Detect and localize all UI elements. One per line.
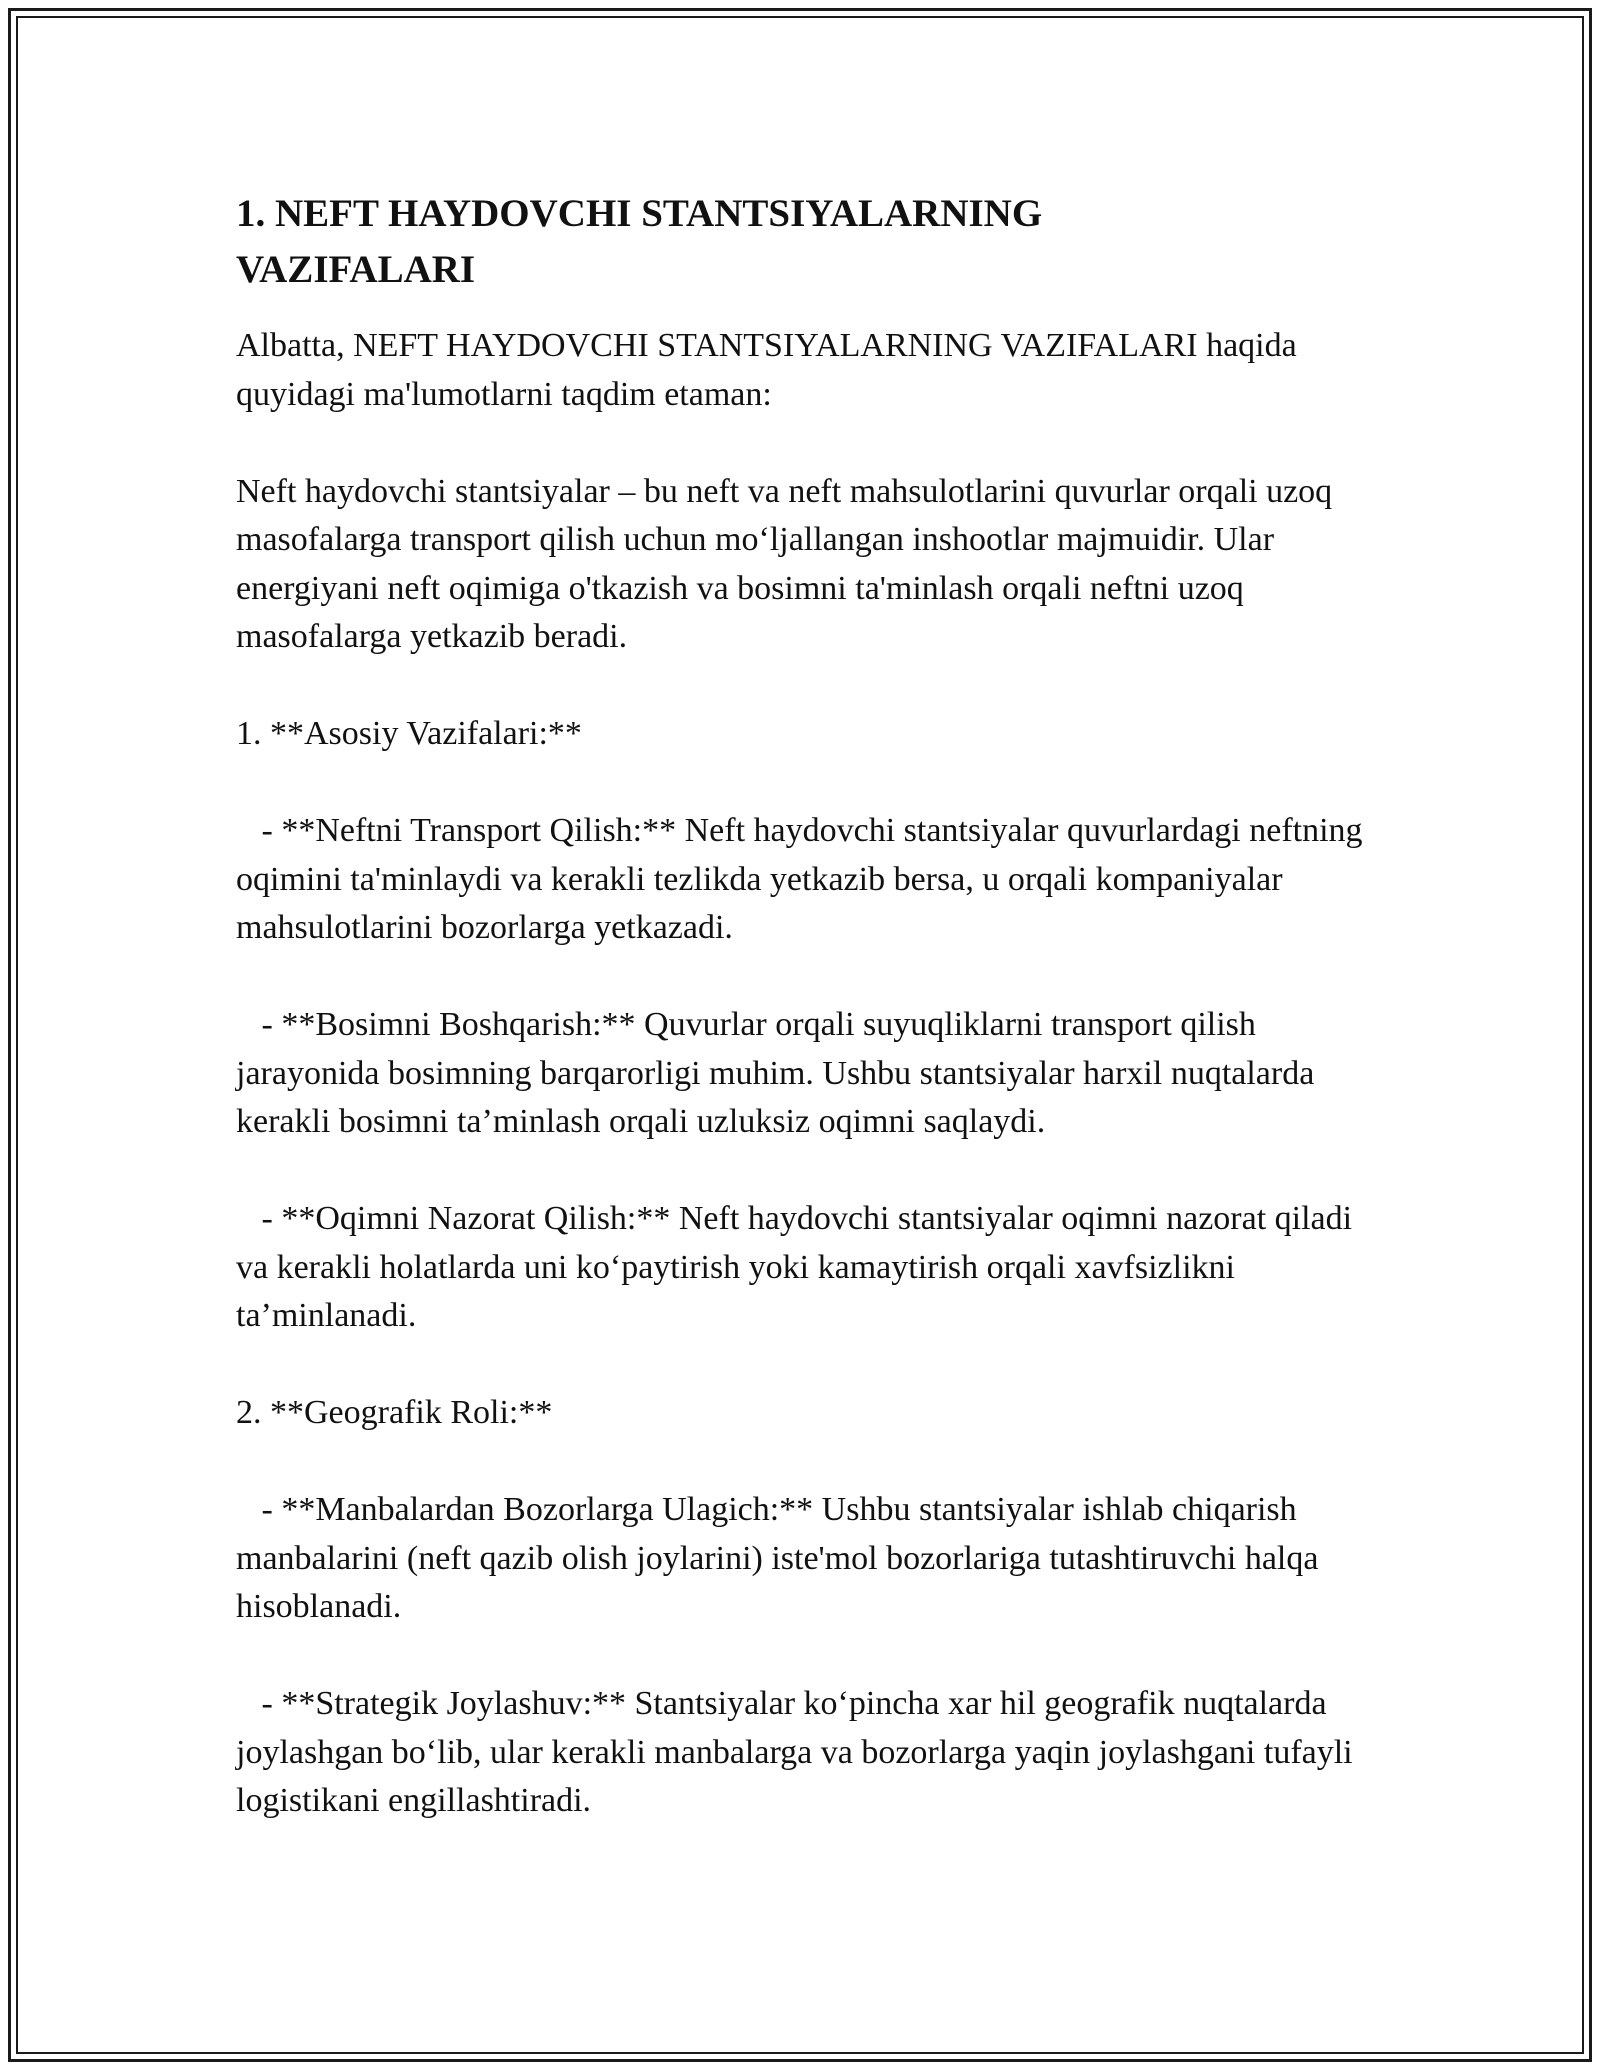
document-title-line1: 1. NEFT HAYDOVCHI STANTSIYALARNING — [236, 192, 1043, 235]
section1-heading: 1. **Asosiy Vazifalari:** — [236, 715, 582, 752]
section1-item-pressure: - **Bosimni Boshqarish:** Quvurlar orqali suyuqliklarni transport qilish jarayonida bosimning barqarorligi muhim. Ushbu stantsiyalar harxil nuqtalarda kerakli bosimni ta’minlash orqali uzluksiz oqimni saqlaydi. — [236, 1006, 1323, 1140]
document-body — [236, 186, 1376, 1826]
spacer — [236, 759, 1376, 808]
definition-paragraph: Neft haydovchi stantsiyalar – bu neft va neft mahsulotlarini quvurlar orqali uzoq masofalarga transport qilish uchun mo‘ljallangan inshootlar majmuidir. Ular energiyani neft oqimiga o'tkazish va bosimni ta'minlash orqali neftni uzoq masofalarga yetkazib beradi. — [236, 472, 1341, 655]
section1-item-transport: - **Neftni Transport Qilish:** Neft haydovchi stantsiyalar quvurlardagi neftning oqimini ta'minlaydi va kerakli tezlikda yetkazib bersa, u orqali kompaniyalar mahsulotlarini bozorlarga yetkazadi. — [236, 812, 1372, 946]
section2-item-location: - **Strategik Joylashuv:** Stantsiyalar ko‘pincha xar hil geografik nuqtalarda joylashgan bo‘lib, ular kerakli manbalarga va bozorlarga yaqin joylashgani tufayli logistikani engillashtiradi. — [236, 1685, 1362, 1819]
spacer — [236, 419, 1376, 468]
spacer — [236, 662, 1376, 711]
section2-item-connector: - **Manbalardan Bozorlarga Ulagich:** Ushbu stantsiyalar ishlab chiqarish manbalarini (neft qazib olish joylarini) iste'mol bozorlariga tutashtiruvchi halqa hisoblanadi. — [236, 1491, 1327, 1625]
spacer — [236, 1438, 1376, 1487]
document-title-line2: VAZIFALARI — [236, 248, 476, 291]
section2-heading: 2. **Geografik Roli:** — [236, 1394, 553, 1431]
document-title — [236, 186, 1376, 298]
spacer — [236, 953, 1376, 1002]
spacer — [236, 1147, 1376, 1196]
spacer — [236, 1341, 1376, 1390]
intro-paragraph: Albatta, NEFT HAYDOVCHI STANTSIYALARNING VAZIFALARI haqida quyidagi ma'lumotlarni taqdim etaman: — [236, 327, 1306, 413]
spacer — [236, 1632, 1376, 1681]
section1-item-flow-control: - **Oqimni Nazorat Qilish:** Neft haydovchi stantsiyalar oqimni nazorat qiladi va kerakli holatlarda uni ko‘paytirish yoki kamaytirish orqali xavfsizlikni ta’minlanadi. — [236, 1200, 1361, 1334]
